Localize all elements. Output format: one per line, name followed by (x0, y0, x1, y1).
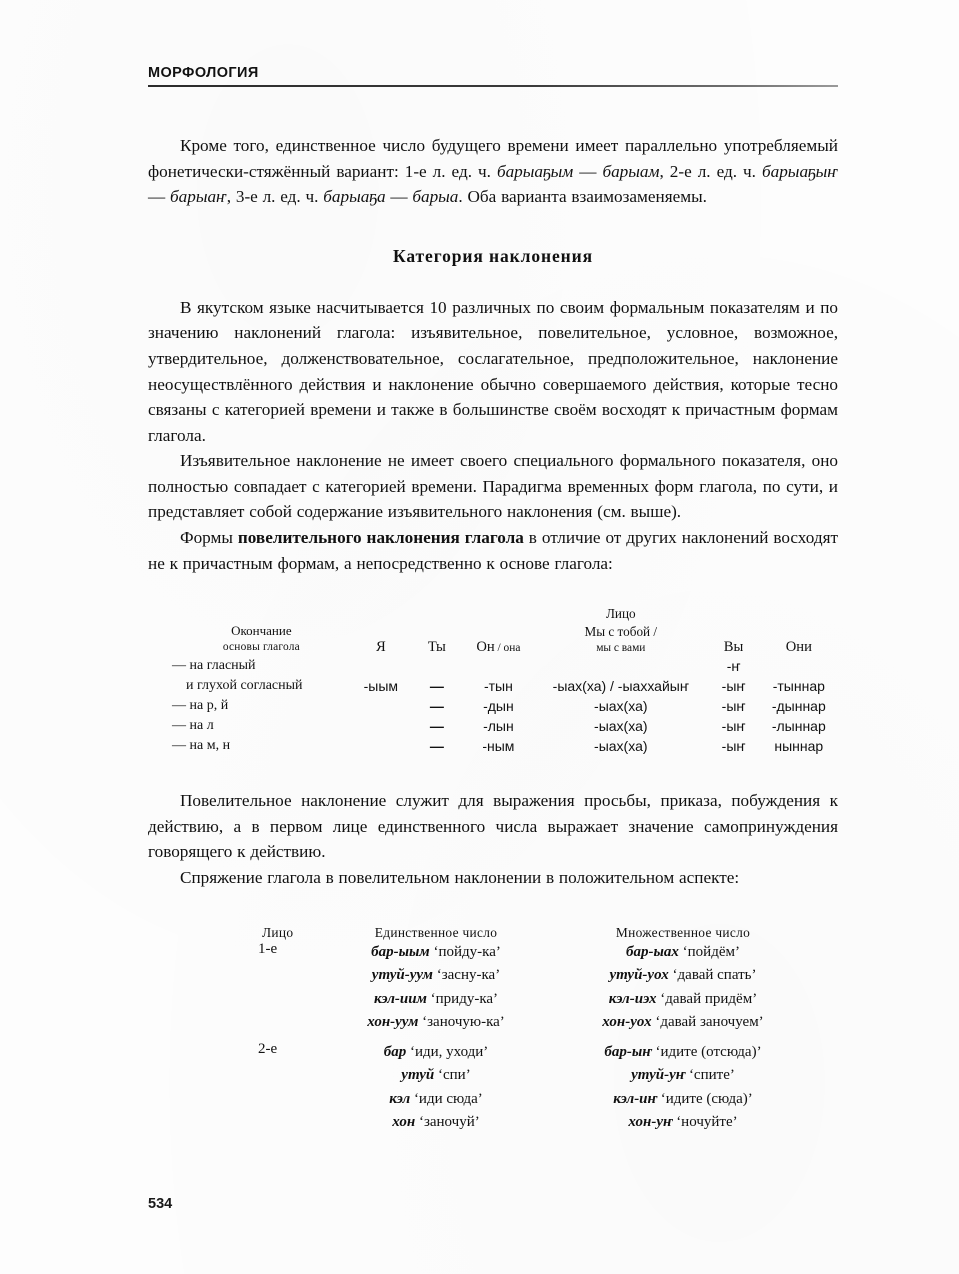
conj-row (258, 964, 818, 988)
row4-ya (351, 736, 411, 756)
row1-empty-my (534, 656, 707, 676)
conj-sg-form: бар (383, 1043, 407, 1060)
conj-sg-gloss: ‘спи’ (438, 1067, 471, 1084)
conj-header-singular: Единственное число (374, 924, 498, 940)
row-label-vowel-line2: и глухой согласный (186, 678, 303, 694)
endings-row-4 (172, 736, 838, 756)
header-stem-column (172, 622, 351, 656)
conj-sg-gloss: ‘иди сюда’ (413, 1090, 483, 1107)
conj-pl-gloss: ‘пойдём’ (682, 943, 740, 960)
conj-person-2: 2-е (258, 1040, 278, 1057)
p4-bold-term: повелительного наклонения глагола (237, 528, 524, 548)
conj-person-blank (258, 1088, 324, 1112)
p1-segment-e: , 3-е л. ед. ч. (226, 187, 324, 207)
conj-row (258, 1041, 818, 1065)
row3-oni: -лыннар (771, 718, 826, 735)
row3-on: -лын (483, 718, 514, 735)
endings-row-1-line1 (172, 656, 838, 676)
row3-my: -ыах(ха) (594, 718, 648, 735)
header-col-my-line2: мы с вами (596, 642, 646, 655)
conj-sg-gloss: ‘заночую-ка’ (422, 1014, 505, 1031)
row2-vy: -ыҥ (721, 698, 746, 715)
conj-person-blank (258, 1011, 324, 1035)
running-head-rule (148, 85, 838, 87)
endings-row-3 (172, 716, 838, 736)
paragraph-1 (148, 133, 838, 210)
conj-sg-form: кэл (389, 1090, 411, 1107)
p1-dash-3: — (385, 187, 413, 207)
conj-pl-form: бар-ыҥ (604, 1043, 652, 1060)
conj-pl-form: утуй-уҥ (631, 1067, 686, 1084)
paragraph-2: В якутском языке насчитывается 10 различных по своим формальным показателям и по значению наклонений глагола: изъявительное, повелительное, условное, возможное, утвердительное, долженствовательное, сослагательное, предположительное, наклонение неосуществлённого действия и наклонение обычно совершаемого действия, которые тесно связаны с категорией времени и также в большинстве своём восходят к причастным формам глагола. (148, 297, 838, 445)
conj-pl-gloss: ‘идите (отсюда)’ (655, 1043, 762, 1060)
row4-ty: — (429, 738, 444, 755)
conj-pl-1-4 (548, 1011, 818, 1035)
header-col-ya: Я (375, 639, 386, 656)
conj-pl-1-1 (548, 941, 818, 965)
row2-oni: -дыннар (771, 698, 826, 715)
conj-sg-1-3 (324, 988, 548, 1012)
conj-pl-gloss: ‘спите’ (688, 1067, 735, 1084)
conj-sg-1-2 (324, 964, 548, 988)
page-number: 534 (148, 1196, 173, 1212)
header-person-group: Лицо (605, 606, 636, 622)
paragraph-5: Повелительное наклонение служит для выражения просьбы, приказа, побуждения к действию, а в первом лице единственного числа выражает значение самопринуждения говорящего к действию. (148, 791, 838, 862)
conj-pl-form: кэл-иҥ (613, 1090, 657, 1107)
conj-row (258, 1064, 818, 1088)
conj-pl-gloss: ‘давай придём’ (660, 990, 758, 1007)
floating-vy-ending: -ҥ (726, 658, 741, 675)
row2-my: -ыах(ха) (594, 698, 648, 715)
conj-pl-1-2 (548, 964, 818, 988)
conj-sg-gloss: ‘пойду-ка’ (433, 943, 501, 960)
p1-segment-a: Кроме того, единственное число будущего времени имеет параллельно употребляемый фонетически-стяжённый вариант: 1-е л. ед. ч. (148, 135, 838, 181)
header-stem-line1: Окончание (231, 623, 292, 639)
conj-sg-2-1 (324, 1041, 548, 1065)
conj-row (258, 988, 818, 1012)
p1-segment-g: . Оба варианта взаимозаменяемы. (458, 187, 707, 207)
conj-sg-gloss: ‘приду-ка’ (430, 990, 499, 1007)
p1-italic-6: барыа (412, 187, 459, 207)
conj-header-person: Лицо (262, 924, 294, 940)
conj-pl-form: бар-ыах (626, 943, 679, 960)
conj-pl-form: хон-уҥ (628, 1114, 673, 1131)
conj-pl-2-3 (548, 1088, 818, 1112)
header-col-my (534, 622, 707, 656)
conj-sg-form: кэл-иим (373, 990, 427, 1007)
row3-ya (351, 716, 411, 736)
header-stem-line2: основы глагола (222, 641, 300, 654)
endings-row-2 (172, 696, 838, 716)
endings-header-spacer-3 (708, 606, 838, 622)
row4-oni: ныннар (774, 738, 824, 755)
conj-sg-2-4 (324, 1111, 548, 1135)
conj-sg-gloss: ‘иди, уходи’ (409, 1043, 489, 1060)
paragraph-3: Изъявительное наклонение не имеет своего специального формального показателя, оно полностью совпадает с категорией времени. Парадигма временных форм глагола, по сути, и представляет собой содержание изъявительного наклонения (см. выше). (148, 451, 838, 522)
endings-table (172, 606, 838, 756)
conj-sg-form: хон (392, 1114, 416, 1131)
endings-row-1 (172, 676, 838, 696)
conj-pl-form: кэл-иэх (608, 990, 657, 1007)
header-col-on-sub: / она (494, 642, 521, 655)
conj-sg-form: хон-уум (367, 1014, 419, 1031)
conj-person-blank (258, 964, 324, 988)
header-col-vy: Вы (723, 639, 744, 656)
paragraph-4 (148, 525, 838, 576)
p1-italic-1: барыаҕым (496, 161, 574, 181)
conj-sg-gloss: ‘заночуй’ (418, 1114, 480, 1131)
row-label-vowel-line1: — на гласный (172, 658, 256, 674)
endings-header-spacer (172, 606, 351, 622)
conj-sg-form: утуй (401, 1067, 435, 1084)
paragraph-6: Спряжение глагола в повелительном наклонении в положительном аспекте: (180, 868, 740, 888)
conj-pl-gloss: ‘давай заночуем’ (655, 1014, 764, 1031)
p1-italic-5: барыаҕа (323, 187, 386, 207)
conj-pl-gloss: ‘идите (сюда)’ (660, 1090, 753, 1107)
conj-sg-form: бар-ыым (371, 943, 430, 960)
endings-header-row (172, 622, 838, 656)
p1-dash-1: — (573, 161, 603, 181)
conjugation-table-block (258, 925, 818, 1135)
header-col-on (463, 622, 534, 656)
p1-dash-2: — (148, 187, 170, 207)
row1-oni: -тыннар (772, 678, 825, 695)
p1-italic-3: барыаҕыҥ (761, 161, 839, 181)
conj-person-blank (258, 1064, 324, 1088)
row2-ty: — (429, 698, 444, 715)
p1-italic-4: барыаҥ (169, 187, 227, 207)
conj-pl-gloss: ‘ночуйте’ (676, 1114, 738, 1131)
conj-person-blank (258, 988, 324, 1012)
row1-empty-ya (351, 656, 411, 676)
conj-sg-2-3 (324, 1088, 548, 1112)
row-label-m-n: — на м, н (172, 738, 231, 754)
conj-pl-2-4 (548, 1111, 818, 1135)
header-col-oni: Они (785, 639, 812, 656)
header-col-ty: Ты (427, 639, 446, 656)
conj-pl-gloss: ‘давай спать’ (672, 967, 757, 984)
conj-person-1: 1-е (258, 940, 278, 957)
row1-empty-ty (411, 656, 463, 676)
conj-pl-2-2 (548, 1064, 818, 1088)
row2-on: -дын (483, 698, 514, 715)
endings-header-group-row (172, 606, 838, 622)
row1-ya: -ыым (363, 678, 399, 695)
conj-pl-2-1 (548, 1041, 818, 1065)
p1-italic-2: барыам (602, 161, 660, 181)
conj-row (258, 1111, 818, 1135)
row-label-l: — на л (172, 718, 214, 734)
row4-vy: -ыҥ (721, 738, 746, 755)
row4-on: -ным (482, 738, 515, 755)
conj-row (258, 941, 818, 965)
conj-row (258, 1011, 818, 1035)
conj-sg-1-1 (324, 941, 548, 965)
p4-segment-b: в отличие от других наклонений восходят не к причастным формам, а непосредственно к основе глагола: (148, 528, 838, 573)
endings-header-spacer-2 (351, 606, 534, 622)
running-head: МОРФОЛОГИЯ (148, 65, 259, 81)
row1-empty-oni (760, 656, 838, 676)
row-label-r-y: — на р, й (172, 698, 229, 714)
section-heading: Категория наклонения (392, 245, 593, 266)
conj-row (258, 1088, 818, 1112)
endings-table-block (172, 606, 838, 756)
header-col-on-main: Он (476, 639, 495, 656)
row1-vy: -ыҥ (721, 678, 746, 695)
page-content (148, 0, 838, 1135)
conjugation-table (258, 925, 818, 1135)
conj-sg-gloss: ‘засну-ка’ (436, 967, 501, 984)
conj-sg-2-2 (324, 1064, 548, 1088)
row3-vy: -ыҥ (721, 718, 746, 735)
row1-on: -тын (483, 678, 513, 695)
row1-my: -ыах(ха) / -ыаххайыҥ (552, 678, 689, 695)
p1-segment-c: , 2-е л. ед. ч. (659, 161, 762, 181)
conjugation-header-row (258, 925, 818, 941)
conj-sg-1-4 (324, 1011, 548, 1035)
row2-ya (351, 696, 411, 716)
conj-pl-form: утуй-уох (609, 967, 669, 984)
row1-ty: — (429, 678, 444, 695)
conj-header-plural: Множественное число (615, 924, 751, 940)
row1-empty-on (463, 656, 534, 676)
p4-segment-a: Формы (180, 528, 238, 548)
conj-pl-1-3 (548, 988, 818, 1012)
header-col-my-line1: Мы с тобой / (584, 624, 658, 640)
conj-person-blank (258, 1111, 324, 1135)
conj-sg-form: утуй-уум (371, 967, 433, 984)
conj-pl-form: хон-уох (602, 1014, 652, 1031)
running-head-area (148, 66, 838, 87)
row4-my: -ыах(ха) (594, 738, 648, 755)
row3-ty: — (429, 718, 444, 735)
